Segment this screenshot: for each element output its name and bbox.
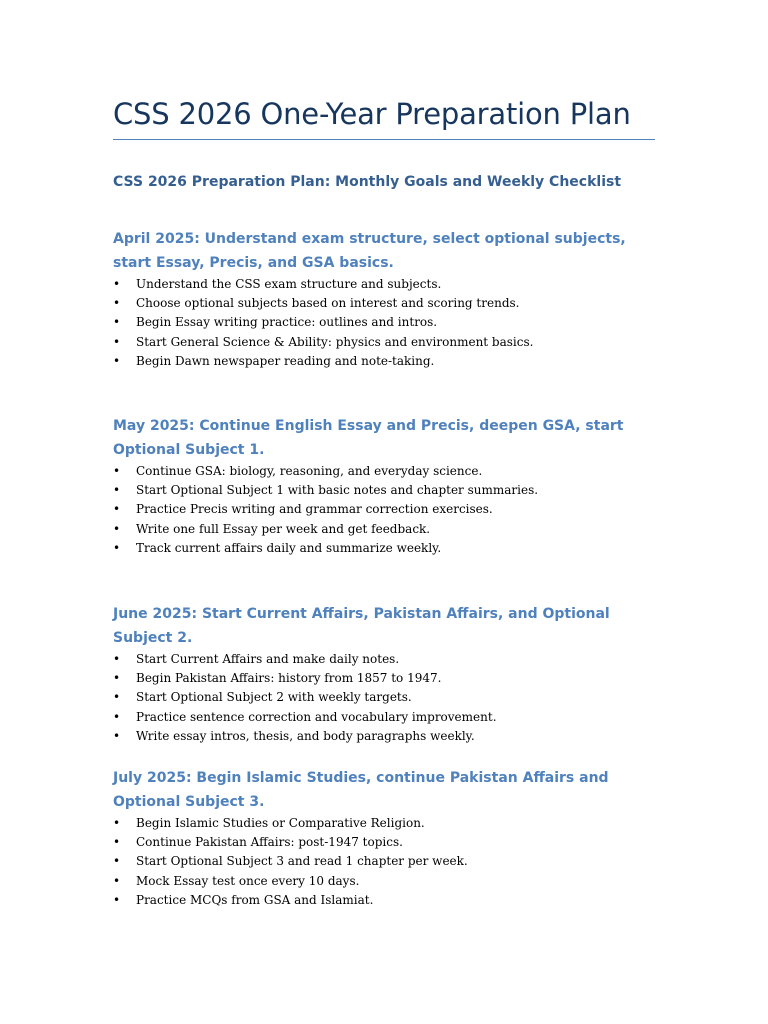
- bullet-icon: •: [113, 315, 121, 330]
- bullet-icon: •: [113, 873, 121, 888]
- month-section-july: [113, 767, 656, 910]
- task-item: [113, 650, 656, 669]
- task-item: [113, 891, 656, 910]
- bullet-icon: •: [113, 502, 121, 517]
- task-text: Begin Essay writing practice: outlines and intros.: [136, 315, 438, 330]
- task-text: Continue Pakistan Affairs: post-1947 topics.: [136, 835, 403, 850]
- task-text: Start Optional Subject 2 with weekly targets.: [136, 690, 412, 705]
- task-text: Understand the CSS exam structure and subjects.: [136, 277, 442, 291]
- task-item: [113, 669, 656, 688]
- bullet-icon: •: [113, 728, 121, 743]
- bullet-icon: •: [113, 483, 121, 498]
- document-subtitle: CSS 2026 Preparation Plan: Monthly Goals and Weekly Checklist: [113, 174, 622, 190]
- document-title: CSS 2026 One-Year Preparation Plan: [113, 97, 631, 131]
- task-text: Start General Science & Ability: physics and environment basics.: [136, 334, 534, 349]
- month-section-june: [113, 603, 656, 746]
- task-item: [113, 462, 656, 481]
- task-text: Practice sentence correction and vocabulary improvement.: [136, 709, 497, 724]
- bullet-icon: •: [113, 816, 121, 830]
- task-item: [113, 500, 656, 519]
- task-item: [113, 333, 656, 352]
- month-heading: July 2025: Begin Islamic Studies, continue Pakistan Affairs and Optional Subject 3.: [113, 770, 609, 810]
- task-item: [113, 520, 656, 539]
- task-text: Write one full Essay per week and get feedback.: [136, 521, 431, 536]
- month-section-april: [113, 228, 656, 371]
- task-text: Start Current Affairs and make daily notes.: [136, 652, 400, 666]
- bullet-icon: •: [113, 690, 121, 705]
- task-list: [113, 814, 656, 910]
- task-text: Choose optional subjects based on interest and scoring trends.: [136, 296, 520, 311]
- bullet-icon: •: [113, 353, 121, 368]
- month-heading: June 2025: Start Current Affairs, Pakistan Affairs, and Optional Subject 2.: [113, 606, 610, 646]
- task-text: Start Optional Subject 1 with basic notes and chapter summaries.: [136, 483, 539, 498]
- bullet-icon: •: [113, 277, 121, 291]
- task-text: Practice Precis writing and grammar correction exercises.: [136, 502, 493, 517]
- bullet-icon: •: [113, 334, 121, 349]
- task-item: [113, 352, 656, 371]
- task-item: [113, 539, 656, 558]
- task-text: Write essay intros, thesis, and body paragraphs weekly.: [136, 728, 475, 743]
- bullet-icon: •: [113, 709, 121, 724]
- task-item: [113, 872, 656, 891]
- task-item: [113, 727, 656, 746]
- bullet-icon: •: [113, 464, 121, 478]
- task-text: Practice MCQs from GSA and Islamiat.: [136, 892, 374, 907]
- task-item: [113, 275, 656, 294]
- task-list: [113, 462, 656, 558]
- task-list: [113, 275, 656, 371]
- task-text: Begin Pakistan Affairs: history from 1857 to 1947.: [136, 671, 442, 686]
- task-text: Begin Islamic Studies or Comparative Religion.: [136, 816, 425, 830]
- month-heading: April 2025: Understand exam structure, select optional subjects, start Essay, Precis, and GSA basics.: [113, 231, 626, 271]
- task-text: Track current affairs daily and summarize weekly.: [136, 540, 442, 555]
- bullet-icon: •: [113, 835, 121, 850]
- task-item: [113, 708, 656, 727]
- bullet-icon: •: [113, 521, 121, 536]
- bullet-icon: •: [113, 892, 121, 907]
- task-item: [113, 852, 656, 871]
- task-item: [113, 481, 656, 500]
- bullet-icon: •: [113, 540, 121, 555]
- task-item: [113, 688, 656, 707]
- task-text: Begin Dawn newspaper reading and note-taking.: [136, 353, 435, 368]
- task-text: Continue GSA: biology, reasoning, and everyday science.: [136, 464, 483, 478]
- task-item: [113, 294, 656, 313]
- bullet-icon: •: [113, 652, 121, 666]
- task-item: [113, 833, 656, 852]
- month-section-may: [113, 415, 656, 558]
- month-heading: May 2025: Continue English Essay and Precis, deepen GSA, start Optional Subject 1.: [113, 418, 624, 458]
- bullet-icon: •: [113, 296, 121, 311]
- bullet-icon: •: [113, 854, 121, 869]
- task-item: [113, 814, 656, 833]
- task-text: Mock Essay test once every 10 days.: [136, 873, 360, 888]
- task-list: [113, 650, 656, 746]
- bullet-icon: •: [113, 671, 121, 686]
- title-underline: [113, 139, 655, 140]
- task-item: [113, 313, 656, 332]
- task-text: Start Optional Subject 3 and read 1 chapter per week.: [136, 854, 468, 869]
